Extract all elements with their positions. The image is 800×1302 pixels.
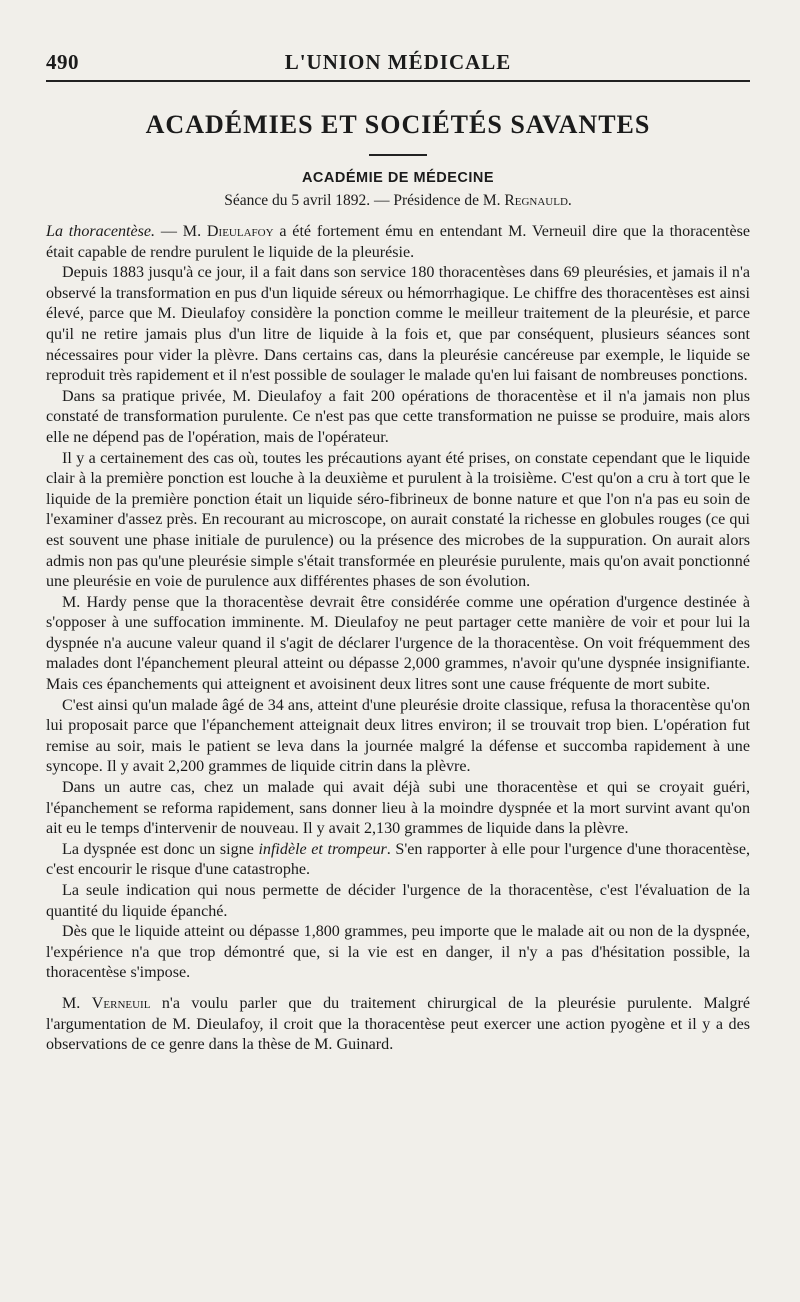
paragraph: M. Hardy pense que la thoracentèse devrait être considérée comme une opération d'urgence destinée à s'opposer à une suffocation imminente. M. Dieulafoy ne peut partager cette manière de voir et pour lui la dyspnée n'a aucune valeur quand il s'agit de déclarer l'urgence de la thoracentèse. On voit fréquemment des malades dont l'épanchement pleural atteint ou dépasse 2,000 grammes, n'avoir qu'une dyspnée insignifiante. Mais ces épanchements qui atteignent et avoisinent deux litres sont une cause fréquente de mort subite. (46, 593, 750, 694)
session-president: Regnauld (504, 192, 568, 209)
speaker-name: Verneuil (91, 994, 151, 1012)
session-prefix: Séance du 5 avril 1892. — Présidence de M. (224, 192, 505, 209)
paragraph-text: La dyspnée est donc un signe (62, 840, 259, 858)
paragraph (46, 994, 750, 1056)
paragraph: C'est ainsi qu'un malade âgé de 34 ans, atteint d'une pleurésie droite classique, refusa la thoracentèse qu'on lui proposait parce que l'épanchement atteignait deux litres environ; il se trouvait trop bien. L'opération fut remise au soir, mais le patient se leva dans la journée malgré la défense et succomba rapidement à une syncope. Il y avait 2,200 grammes de liquide citrin dans la plèvre. (46, 696, 750, 776)
paragraph (46, 222, 750, 263)
paragraph: Dès que le liquide atteint ou dépasse 1,800 grammes, peu importe que le malade ait ou non de la dyspnée, l'expérience n'a que trop démontré que, si la vie est en danger, il n'y a pas d'hésitation possible, la thoracentèse s'impose. (46, 923, 750, 982)
paragraph: Depuis 1883 jusqu'à ce jour, il a fait dans son service 180 thoracentèses dans 69 pleurésies, et jamais il n'a observé la transformation en pus d'un liquide séreux ou hémorrhagique. Le chiffre des thoracentèses est ainsi élevé, parce que M. Dieulafoy considère la ponction comme le meilleur traitement de la pleurésie, et parce qu'il ne retire jamais plus d'un litre de liquide à la fois et, que par conséquent, plusieurs séances sont nécessaires pour vider la plèvre. Dans certains cas, dans la pleurésie cancéreuse par exemple, le liquide se reproduit très rapidement et il n'est possible de soulager le malade qu'en lui faisant de nombreuses ponctions. (46, 264, 750, 385)
session-suffix: . (567, 192, 572, 209)
title-rule (369, 154, 427, 156)
emphasis: infidèle et trompeur (258, 840, 387, 858)
paragraph: Dans sa pratique privée, M. Dieulafoy a fait 200 opérations de thoracentèse et il n'a jamais non plus constaté de transformation purulente. Ce n'est pas que cette transformation ne puisse se produire, mais alors elle ne dépend pas de l'opération, mais de l'opérateur. (46, 387, 750, 446)
paragraph-text: . S'en rapporter à elle pour l'urgence d'une thoracentèse, c'est encourir le risque d'une catastrophe. (46, 840, 751, 879)
running-header (46, 46, 750, 80)
paragraph-gap (46, 984, 750, 994)
session-line (46, 192, 750, 210)
paragraph-text: a été fortement ému en entendant M. Verneuil dire que la thoracentèse était capable de rendre purulent le liquide de la pleurésie. (46, 223, 751, 261)
page-number: 490 (46, 50, 79, 74)
section-title: ACADÉMIES ET SOCIÉTÉS SAVANTES (145, 110, 651, 139)
paragraph-lead: M. (62, 994, 92, 1012)
speaker-name: Dieulafoy (206, 223, 274, 240)
paragraph: La seule indication qui nous permette de décider l'urgence de la thoracentèse, c'est l'évaluation de la quantité du liquide épanché. (46, 882, 750, 920)
subsection-title: ACADÉMIE DE MÉDECINE (301, 170, 495, 186)
paragraph: Il y a certainement des cas où, toutes les précautions ayant été prises, on constate cependant que le liquide clair à la première ponction est louche à la deuxième et purulent à la troisième. C'est qu'on a cru à tort que le liquide de la première ponction était un liquide séro-fibrineux de bonne nature et que l'on n'a pas eu soin de l'examiner d'assez près. En recourant au microscope, on aurait constaté la richesse en globules rouges (ce qui est souvent une phase initiale de purulence) ou la présence des microbes de la suppuration. On aurait alors admis non pas qu'une pleurésie simple s'était transformée en pleurésie purulente, mais qu'on avait ponctionné une pleurésie en voie de purulence aux différentes phases de son évolution. (46, 449, 750, 591)
header-rule (46, 80, 750, 82)
article-body (46, 222, 750, 1056)
topic-heading: La thoracentèse. (46, 223, 156, 240)
paragraph-text: n'a voulu parler que du traitement chirurgical de la pleurésie purulente. Malgré l'argumentation de M. Dieulafoy, il croit que la thoracentèse peut exercer une action pyogène et il y a des observations de ce genre dans la thèse de M. Guinard. (46, 994, 750, 1054)
journal-title: L'UNION MÉDICALE (284, 50, 512, 74)
paragraph (46, 840, 750, 881)
paragraph-lead: — M. (155, 223, 207, 240)
paragraph: Dans un autre cas, chez un malade qui avait déjà subi une thoracentèse et qui se croyait guéri, l'épanchement se reforma rapidement, sans donner lieu à la moindre dyspnée et la mort survint avant qu'on ait eu le temps d'intervenir de nouveau. Il y avait 2,130 grammes de liquide dans la plèvre. (46, 779, 750, 838)
